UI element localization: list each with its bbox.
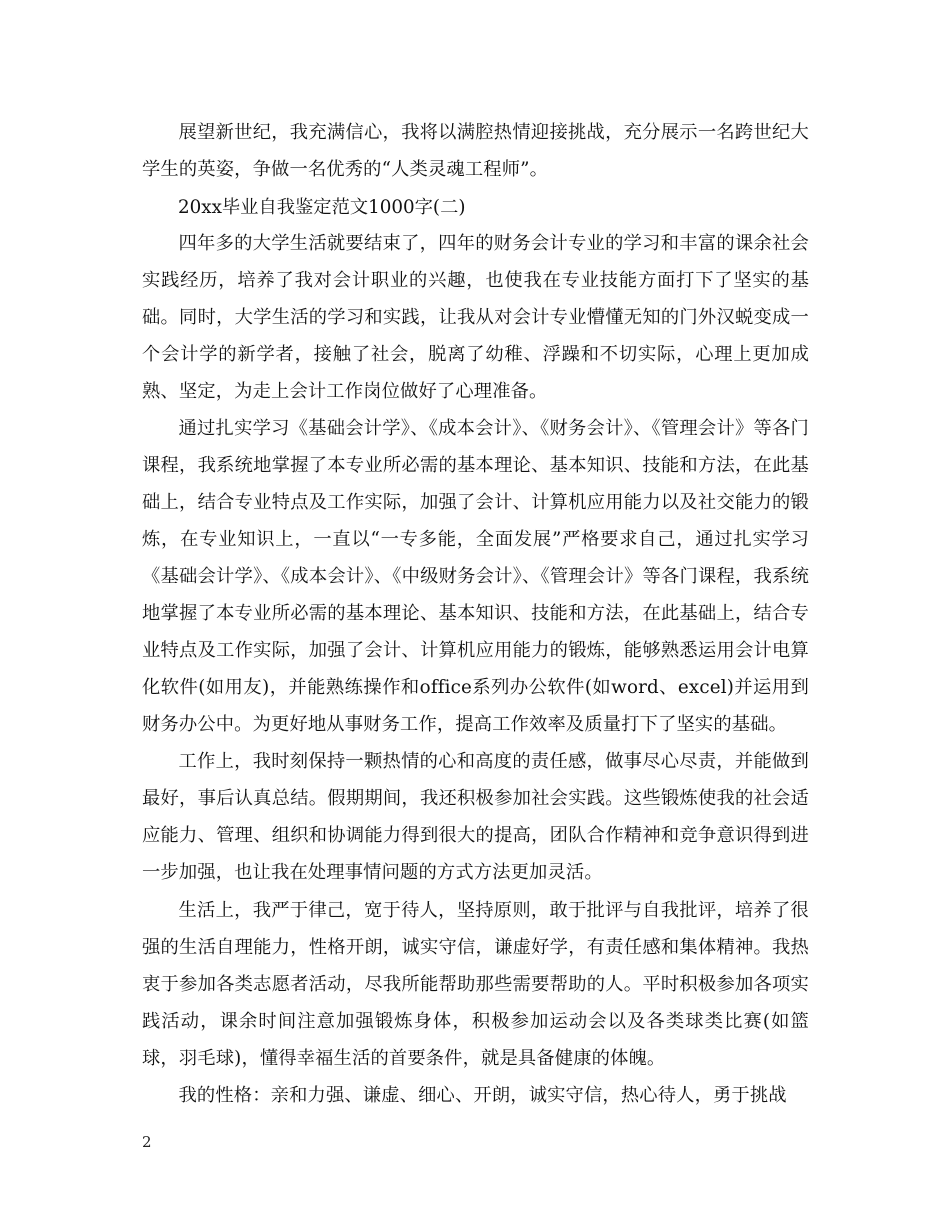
paragraph-life: 生活上，我严于律己，宽于待人，坚持原则，敢于批评与自我批评，培养了很强的生活自理能力，性格开朗，诚实守信，谦虚好学，有责任感和集体精神。我热衷于参加各类志愿者活动，尽我所能帮助那些需要帮助的人。平时积极参加各项实践活动，课余时间注意加强锻炼身体，积极参加运动会以及各类球类比赛(如篮球，羽毛球)，懂得幸福生活的首要条件，就是具备健康的体魄。 [142,900,809,1069]
page-number: 2 [142,1133,152,1151]
section-heading: 20xx毕业自我鉴定范文1000字(二) [178,197,466,218]
paragraph-university-life: 四年多的大学生活就要结束了，四年的财务会计专业的学习和丰富的课余社会实践经历，培养了我对会计职业的兴趣，也使我在专业技能方面打下了坚实的基础。同时，大学生活的学习和实践，让我从对会计专业懵懂无知的门外汉蜕变成一个会计学的新学者，接触了社会，脱离了幼稚、浮躁和不切实际，心理上更加成熟、坚定，为走上会计工作岗位做好了心理准备。 [142,233,809,402]
paragraph-personality: 我的性格：亲和力强、谦虚、细心、开朗，诚实守信，热心待人，勇于挑战 [178,1085,787,1106]
paragraph-new-century: 展望新世纪，我充满信心，我将以满腔热情迎接挑战，充分展示一名跨世纪大学生的英姿，争做一名优秀的“人类灵魂工程师”。 [142,122,809,180]
paragraph-work: 工作上，我时刻保持一颗热情的心和高度的责任感，做事尽心尽责，并能做到最好，事后认真总结。假期期间，我还积极参加社会实践。这些锻炼使我的社会适应能力、管理、组织和协调能力得到很大的提高，团队合作精神和竞争意识得到进一步加强，也让我在处理事情问题的方式方法更加灵活。 [142,751,809,883]
paragraph-courses: 通过扎实学习《基础会计学》、《成本会计》、《财务会计》、《管理会计》等各门课程，我系统地掌握了本专业所必需的基本理论、基本知识、技能和方法，在此基础上，结合专业特点及工作实际，加强了会计、计算机应用能力以及社交能力的锻炼，在专业知识上，一直以“一专多能，全面发展”严格要求自己，通过扎实学习《基础会计学》、《成本会计》、《中级财务会计》、《管理会计》等各门课程，我系统地掌握了本专业所必需的基本理论、基本知识、技能和方法，在此基础上，结合专业特点及工作实际，加强了会计、计算机应用能力的锻炼，能够熟悉运用会计电算化软件(如用友)，并能熟练操作和office系列办公软件(如word、excel)并运用到财务办公中。为更好地从事财务工作，提高工作效率及质量打下了坚实的基础。 [142,418,809,735]
